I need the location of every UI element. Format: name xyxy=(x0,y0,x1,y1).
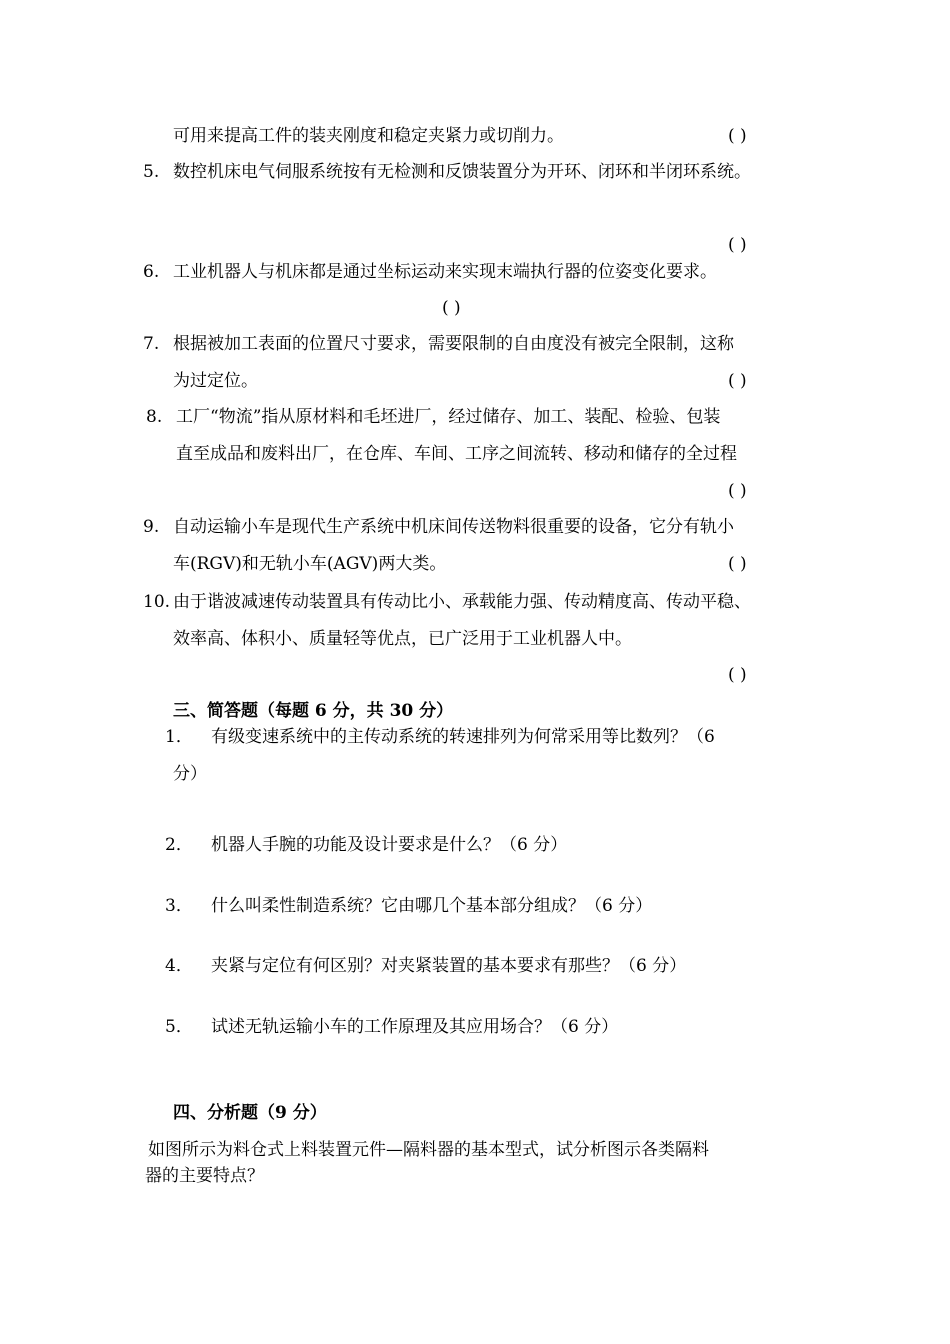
q10-answer-paren: ( ) xyxy=(728,665,747,685)
sa-q5-number: 5． xyxy=(165,1017,193,1037)
sa-q3-number: 3． xyxy=(165,896,193,916)
q4-answer-paren: ( ) xyxy=(728,126,747,146)
q8-line2: 直至成品和废料出厂，在仓库、车间、工序之间流转、移动和储存的全过程 xyxy=(176,444,737,464)
q6-number: 6. xyxy=(143,262,160,282)
sa-q3-text: 什么叫柔性制造系统？它由哪几个基本部分组成？（6 分） xyxy=(211,896,653,916)
q10-line1: 由于谐波减速传动装置具有传动比小、承载能力强、传动精度高、传动平稳、 xyxy=(173,592,751,612)
q8-number: 8. xyxy=(146,407,163,427)
sa-q1-line2: 分） xyxy=(173,764,207,784)
q5-number: 5. xyxy=(143,162,160,182)
sa-q4-number: 4． xyxy=(165,956,193,976)
q6-answer-paren: ( ) xyxy=(442,298,461,318)
q9-line1: 自动运输小车是现代生产系统中机床间传送物料很重要的设备，它分有轨小 xyxy=(173,517,734,537)
q8-answer-paren: ( ) xyxy=(728,481,747,501)
q7-answer-paren: ( ) xyxy=(728,371,747,391)
section4-line1: 如图所示为料仓式上料装置元件—隔料器的基本型式，试分析图示各类隔料 xyxy=(148,1140,709,1160)
sa-q2-text: 机器人手腕的功能及设计要求是什么？（6 分） xyxy=(211,835,568,855)
sa-q2-number: 2． xyxy=(165,835,193,855)
q9-number: 9. xyxy=(143,517,160,537)
q8-line1: 工厂“物流”指从原材料和毛坯进厂，经过储存、加工、装配、检验、包装 xyxy=(176,407,721,427)
sa-q5-text: 试述无轨运输小车的工作原理及其应用场合？（6 分） xyxy=(211,1017,619,1037)
q5-line1: 数控机床电气伺服系统按有无检测和反馈装置分为开环、闭环和半闭环系统。 xyxy=(173,162,751,182)
q10-number: 10. xyxy=(143,592,171,612)
q10-line2: 效率高、体积小、质量轻等优点，已广泛用于工业机器人中。 xyxy=(173,629,632,649)
q6-line1: 工业机器人与机床都是通过坐标运动来实现末端执行器的位姿变化要求。 xyxy=(173,262,717,282)
sa-q1-number: 1． xyxy=(165,727,193,747)
q4-line2: 可用来提高工件的装夹刚度和稳定夹紧力或切削力。 xyxy=(173,126,564,146)
section3-title: 三、简答题（每题 6 分，共 30 分） xyxy=(173,701,454,721)
q9-line2: 车(RGV)和无轨小车(AGV)两大类。 xyxy=(173,554,447,574)
q5-answer-paren: ( ) xyxy=(728,235,747,255)
sa-q1-line1: 有级变速系统中的主传动系统的转速排列为何常采用等比数列？（6 xyxy=(211,727,715,747)
q7-line1: 根据被加工表面的位置尺寸要求，需要限制的自由度没有被完全限制，这称 xyxy=(173,334,734,354)
q7-line2: 为过定位。 xyxy=(173,371,258,391)
section4-title: 四、分析题（9 分） xyxy=(173,1103,327,1123)
q7-number: 7. xyxy=(143,334,160,354)
section4-line2: 器的主要特点？ xyxy=(145,1166,264,1186)
q9-answer-paren: ( ) xyxy=(728,554,747,574)
sa-q4-text: 夹紧与定位有何区别？对夹紧装置的基本要求有那些？（6 分） xyxy=(211,956,687,976)
